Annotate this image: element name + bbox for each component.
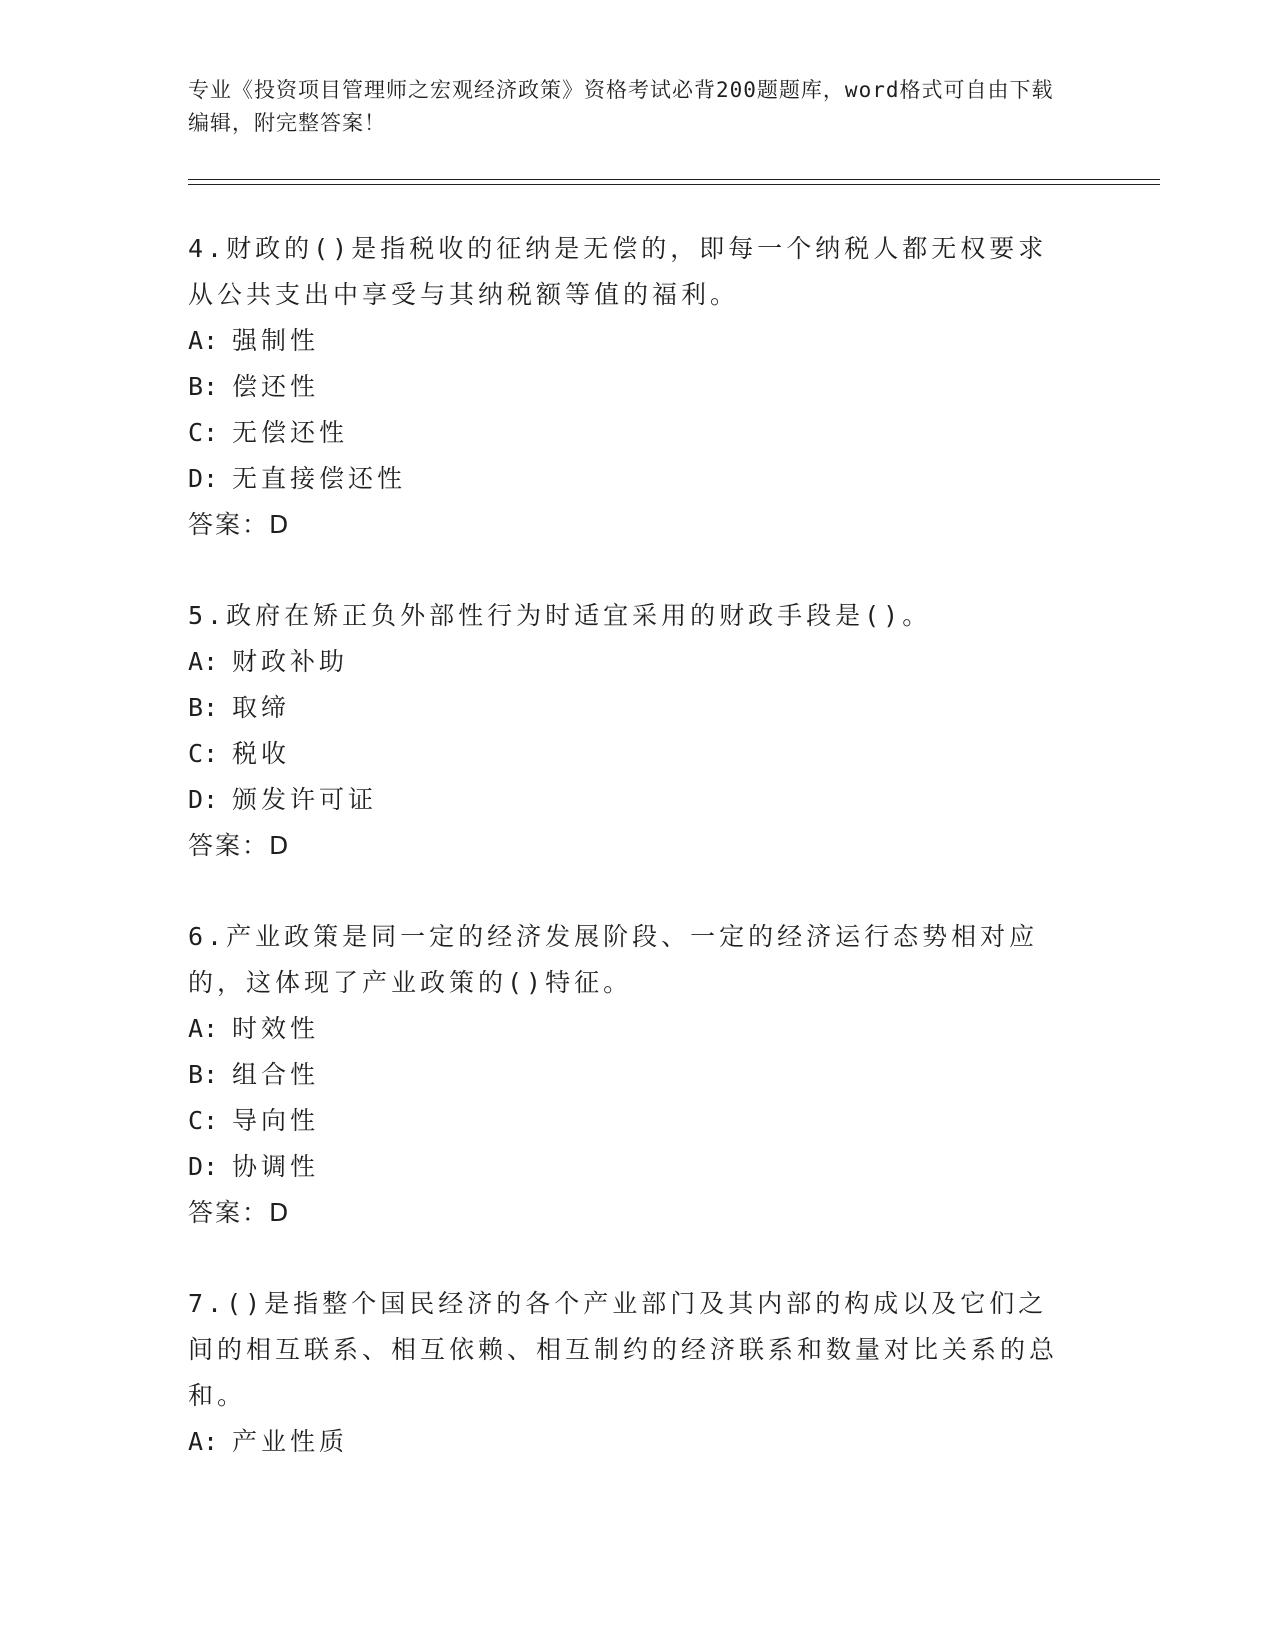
option-a	[188, 1006, 1068, 1052]
option-b	[188, 685, 1068, 731]
document-header: 专业《投资项目管理师之宏观经济政策》资格考试必背200题题库，word格式可自由下载编辑，附完整答案！	[188, 78, 1054, 135]
answer-label: 答案：	[188, 510, 270, 539]
option-d	[188, 777, 1068, 823]
option-c	[188, 1098, 1068, 1144]
option-key: B:	[188, 693, 219, 722]
option-text: 导向性	[232, 1106, 320, 1135]
answer-line	[188, 502, 1068, 548]
option-key: D:	[188, 1152, 219, 1181]
answer-label: 答案：	[188, 831, 270, 860]
option-key: A:	[188, 326, 219, 355]
option-text: 财政补助	[232, 647, 349, 676]
option-text: 时效性	[232, 1014, 320, 1043]
question-stem: 5.政府在矫正负外部性行为时适宜采用的财政手段是()。	[188, 601, 932, 630]
option-a	[188, 1419, 1068, 1465]
option-key: B:	[188, 1060, 219, 1089]
option-key: C:	[188, 1106, 219, 1135]
option-b	[188, 364, 1068, 410]
option-text: 无直接偿还性	[232, 464, 407, 493]
header-divider-bottom	[188, 184, 1160, 185]
question-7	[188, 1281, 1068, 1465]
option-key: C:	[188, 418, 219, 447]
header-divider-top	[188, 179, 1160, 180]
question-stem: 6.产业政策是同一定的经济发展阶段、一定的经济运行态势相对应的，这体现了产业政策的()特征。	[188, 922, 1039, 997]
answer-value: D	[269, 831, 291, 860]
option-a	[188, 318, 1068, 364]
option-b	[188, 1052, 1068, 1098]
answer-value: D	[269, 510, 291, 539]
option-key: B:	[188, 372, 219, 401]
option-text: 颁发许可证	[232, 785, 378, 814]
question-4	[188, 226, 1068, 548]
option-text: 强制性	[232, 326, 320, 355]
option-text: 协调性	[232, 1152, 320, 1181]
question-stem: 7.()是指整个国民经济的各个产业部门及其内部的构成以及它们之间的相互联系、相互依赖、相互制约的经济联系和数量对比关系的总和。	[188, 1289, 1059, 1410]
option-d	[188, 456, 1068, 502]
option-text: 偿还性	[232, 372, 320, 401]
option-a	[188, 639, 1068, 685]
answer-line	[188, 1190, 1068, 1236]
option-text: 税收	[232, 739, 291, 768]
option-key: A:	[188, 647, 219, 676]
option-d	[188, 1144, 1068, 1190]
question-stem: 4.财政的()是指税收的征纳是无偿的，即每一个纳税人都无权要求从公共支出中享受与其纳税额等值的福利。	[188, 234, 1048, 309]
option-text: 产业性质	[232, 1427, 349, 1456]
question-5	[188, 593, 1068, 869]
answer-line	[188, 823, 1068, 869]
option-c	[188, 410, 1068, 456]
option-key: C:	[188, 739, 219, 768]
option-key: D:	[188, 785, 219, 814]
option-text: 组合性	[232, 1060, 320, 1089]
option-key: D:	[188, 464, 219, 493]
option-text: 无偿还性	[232, 418, 349, 447]
answer-label: 答案：	[188, 1198, 270, 1227]
option-c	[188, 731, 1068, 777]
option-key: A:	[188, 1014, 219, 1043]
option-key: A:	[188, 1427, 219, 1456]
question-6	[188, 914, 1068, 1236]
option-text: 取缔	[232, 693, 291, 722]
answer-value: D	[269, 1198, 291, 1227]
